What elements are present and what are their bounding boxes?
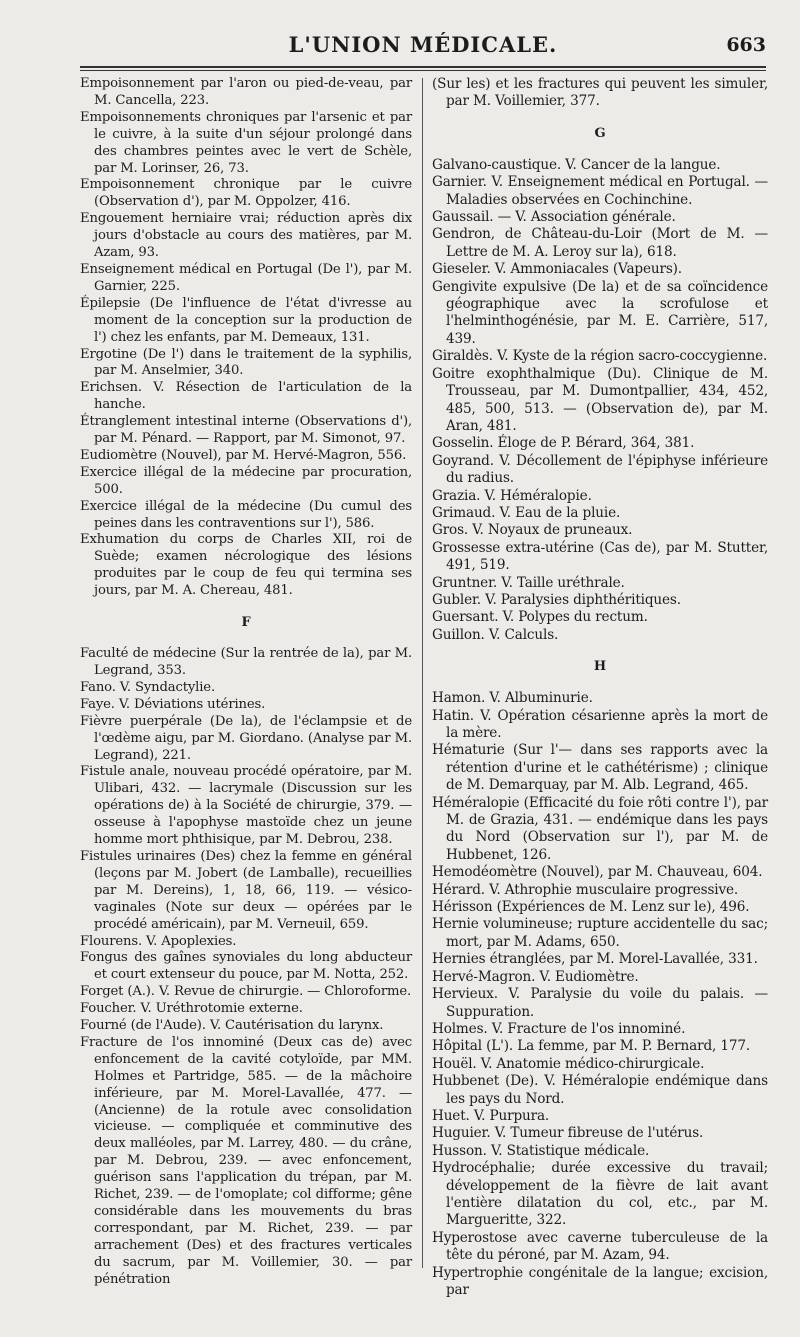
section-letter-g: G [594,125,606,141]
index-entry: Eudiomètre (Nouvel), par M. Hervé-Magron, 556. [80,447,407,463]
index-entry: Goyrand. V. Décollement de l'épiphyse inférieure du radius. [432,452,768,487]
running-title: L'UNION MÉDICALE. [288,32,558,57]
index-entry: Guillon. V. Calculs. [432,626,559,643]
index-entry: Garnier. V. Enseignement médical en Portugal. — Maladies observées en Cochinchine. [432,174,768,208]
index-entry: Fistule anale, nouveau procédé opératoire, par M. Ulibari, 432. — lacrymale (Discussion sur les opérations de) à la Société de chirurgie, 379. — osseuse à l'apophyse mastoïde chez un jeune homme mort phthisique, par M. Debrou, 238. [80,764,412,848]
index-entry: Faculté de médecine (Sur la rentrée de la), par M. Legrand, 353. [80,646,412,678]
index-entry: Gaussail. — V. Association générale. [432,209,676,226]
index-entry: Grimaud. V. Eau de la pluie. [432,504,621,521]
index-entry: Empoisonnement chronique par le cuivre (Observation d'), par M. Oppolzer, 416. [80,177,412,210]
index-entry: Gieseler. V. Ammoniacales (Vapeurs). [432,261,682,278]
index-entry: Houël. V. Anatomie médico-chirurgicale. [432,1055,705,1072]
index-entry: Exhumation du corps de Charles XII, roi de Suède; examen nécrologique des lésions produites par le coup de feu qui termina ses jours, par M. A. Chereau, 481. [80,532,412,599]
index-entry: Gubler. V. Paralysies diphthéritiques. [432,591,681,608]
index-entry: Hamon. V. Albuminurie. [432,690,593,707]
index-entry: Hernies étranglées, par M. Morel-Lavallée, 331. [432,951,758,968]
index-entry: Hemodéomètre (Nouvel), par M. Chauveau, 604. [432,864,763,881]
index-entry: Gendron, de Château-du-Loir (Mort de M. — Lettre de M. A. Leroy sur la), 618. [432,226,768,260]
index-entry: Huet. V. Purpura. [432,1107,550,1124]
index-entry: Foucher. V. Uréthrotomie externe. [80,1001,303,1017]
index-entry: Héméralopie (Efficacité du foie rôti contre l'), par M. de Grazia, 431. — endémique dans les pays du Nord (Observation sur l'), par M. de Hubbenet, 126. [432,794,768,863]
index-entry: (Sur les) et les fractures qui peuvent les simuler, par M. Voillemier, 377. [432,76,768,110]
index-entry: Huguier. V. Tumeur fibreuse de l'utérus. [432,1125,704,1142]
index-entry: Fongus des gaînes synoviales du long abducteur et court extenseur du pouce, par M. Notta, 252. [80,950,412,983]
index-entry: Hervieux. V. Paralysie du voile du palais. — Suppuration. [432,986,768,1020]
section-letter-h: H [593,659,607,675]
entries-h [432,690,768,1299]
index-entry: Hervé-Magron. V. Eudiomètre. [432,968,639,985]
index-entry: Gros. V. Noyaux de pruneaux. [432,522,633,539]
index-entry: Hernie volumineuse; rupture accidentelle du sac; mort, par M. Adams, 650. [432,916,768,950]
index-entry: Hubbenet (De). V. Héméralopie endémique dans les pays du Nord. [432,1073,768,1107]
index-entry: Fracture de l'os innominé (Deux cas de) avec enfoncement de la cavité cotyloïde, par MM. Holmes et Partridge, 585. — de la mâchoire inférieure, par M. Morel-Lavallée, 477. — (Ancienne) de la rotule avec consolidation vicieuse. — compliquée et comminutive des deux malléoles, par M. Larrey, 480. — du crâne, par M. Debrou, 239. — avec enfoncement, guérison sans l'application du trépan, par M. Richet, 239. — de l'omoplate; col difforme; gêne considérable dans les mouvements du bras correspondant, par M. Richet, 239. — par arrachement (Des) et des fractures verticales du sacrum, par M. Voillemier, 30. — par pénétration [80,1034,412,1287]
header-rule-thick [80,66,766,68]
index-entry: Grazia. V. Héméralopie. [432,487,592,504]
index-entry: Hyperostose avec caverne tuberculeuse de la tête du péroné, par M. Azam, 94. [432,1229,768,1264]
header-rule-thin [80,70,766,71]
index-entry: Giraldès. V. Kyste de la région sacro-coccygienne. [432,348,768,365]
index-entry: Hydrocéphalie; durée excessive du travail; développement de la fièvre de lait avant l'entière dilatation du col, etc., par M. Margueritte, 322. [432,1160,768,1229]
index-entry: Enseignement médical en Portugal (De l'), par M. Garnier, 225. [80,261,412,294]
right-column [432,76,768,1299]
index-entry: Hypertrophie congénitale de la langue; excision, par [432,1264,768,1298]
page-header [80,28,766,62]
index-entry: Fano. V. Syndactylie. [80,679,216,695]
index-entry: Fièvre puerpérale (De la), de l'éclampsie et de l'œdème aigu, par M. Giordano. (Analyse par M. Legrand), 221. [80,713,412,763]
section-letter-f: F [241,615,251,631]
index-entry: Fistules urinaires (Des) chez la femme en général (leçons par M. Jobert (de Lamballe), recueillies par M. Dereins), 1, 18, 66, 119. — vésico-vaginales (Note sur deux — opérées par le procédé américain), par M. Verneuil, 659. [80,848,412,932]
index-entry: Gosselin. Éloge de P. Bérard, 364, 381. [432,435,695,452]
entries-g [432,157,768,644]
index-entry: Gengivite expulsive (De la) et de sa coïncidence géographique avec la scrofulose et l'helminthogénésie, par M. E. Carrière, 517, 439. [432,278,768,347]
index-entry: Grossesse extra-utérine (Cas de), par M. Stutter, 491, 519. [432,539,768,574]
index-entry: Hérard. V. Athrophie musculaire progressive. [432,881,739,898]
index-entry: Engouement herniaire vrai; réduction après dix jours d'obstacle au cours des matières, par M. Azam, 93. [80,211,412,261]
index-entry: Hôpital (L'). La femme, par M. P. Bernard, 177. [432,1038,751,1055]
index-entry: Hérisson (Expériences de M. Lenz sur le), 496. [432,899,750,916]
index-entry: Empoisonnement par l'aron ou pied-de-veau, par M. Cancella, 223. [80,76,412,108]
index-entry: Faye. V. Déviations utérines. [80,696,266,712]
page-number: 663 [726,34,766,56]
index-entry: Holmes. V. Fracture de l'os innominé. [432,1020,686,1037]
entries-e [80,76,412,600]
index-entry: Ergotine (De l') dans le traitement de la syphilis, par M. Anselmier, 340. [80,346,412,379]
index-entry: Hématurie (Sur l'— dans ses rapports avec la rétention d'urine et le cathétérisme) ; clinique de M. Demarquay, par M. Alb. Legrand, 465. [432,742,768,794]
index-entry: Exercice illégal de la médecine (Du cumul des peines dans les contraventions sur l'), 586. [80,498,412,531]
index-entry: Goitre exophthalmique (Du). Clinique de M. Trousseau, par M. Dumontpallier, 434, 452, 485, 500, 513. — (Observation de), par M. Aran, 481. [432,365,768,434]
index-entry: Erichsen. V. Résection de l'articulation de la hanche. [80,380,412,413]
index-entry: Husson. V. Statistique médicale. [432,1142,650,1159]
index-entry: Épilepsie (De l'influence de l'état d'ivresse au moment de la conception sur la production de l') chez les enfants, par M. Demeaux, 131. [80,295,412,345]
index-entry: Fourné (de l'Aude). V. Cautérisation du larynx. [80,1018,384,1034]
index-entry: Exercice illégal de la médecine par procuration, 500. [80,464,412,497]
left-column [80,76,412,1289]
entries-f [80,646,412,1288]
index-entry: Flourens. V. Apoplexies. [80,933,237,949]
index-entry: Gruntner. V. Taille uréthrale. [432,574,625,591]
index-entry: Guersant. V. Polypes du rectum. [432,609,648,626]
index-entry: Galvano-caustique. V. Cancer de la langue. [432,156,721,173]
index-entry: Empoisonnements chroniques par l'arsenic et par le cuivre, à la suite d'un séjour prolongé dans des chambres peintes avec le vert de Schèle, par M. Lorinser, 26, 73. [80,109,412,176]
index-entry: Forget (A.). V. Revue de chirurgie. — Chloroforme. [80,984,412,1000]
column-divider [422,78,423,1268]
entries-continued [432,76,768,111]
index-entry: Étranglement intestinal interne (Observations d'), par M. Pénard. — Rapport, par M. Simonot, 97. [80,414,412,447]
index-entry: Hatin. V. Opération césarienne après la mort de la mère. [432,707,768,741]
